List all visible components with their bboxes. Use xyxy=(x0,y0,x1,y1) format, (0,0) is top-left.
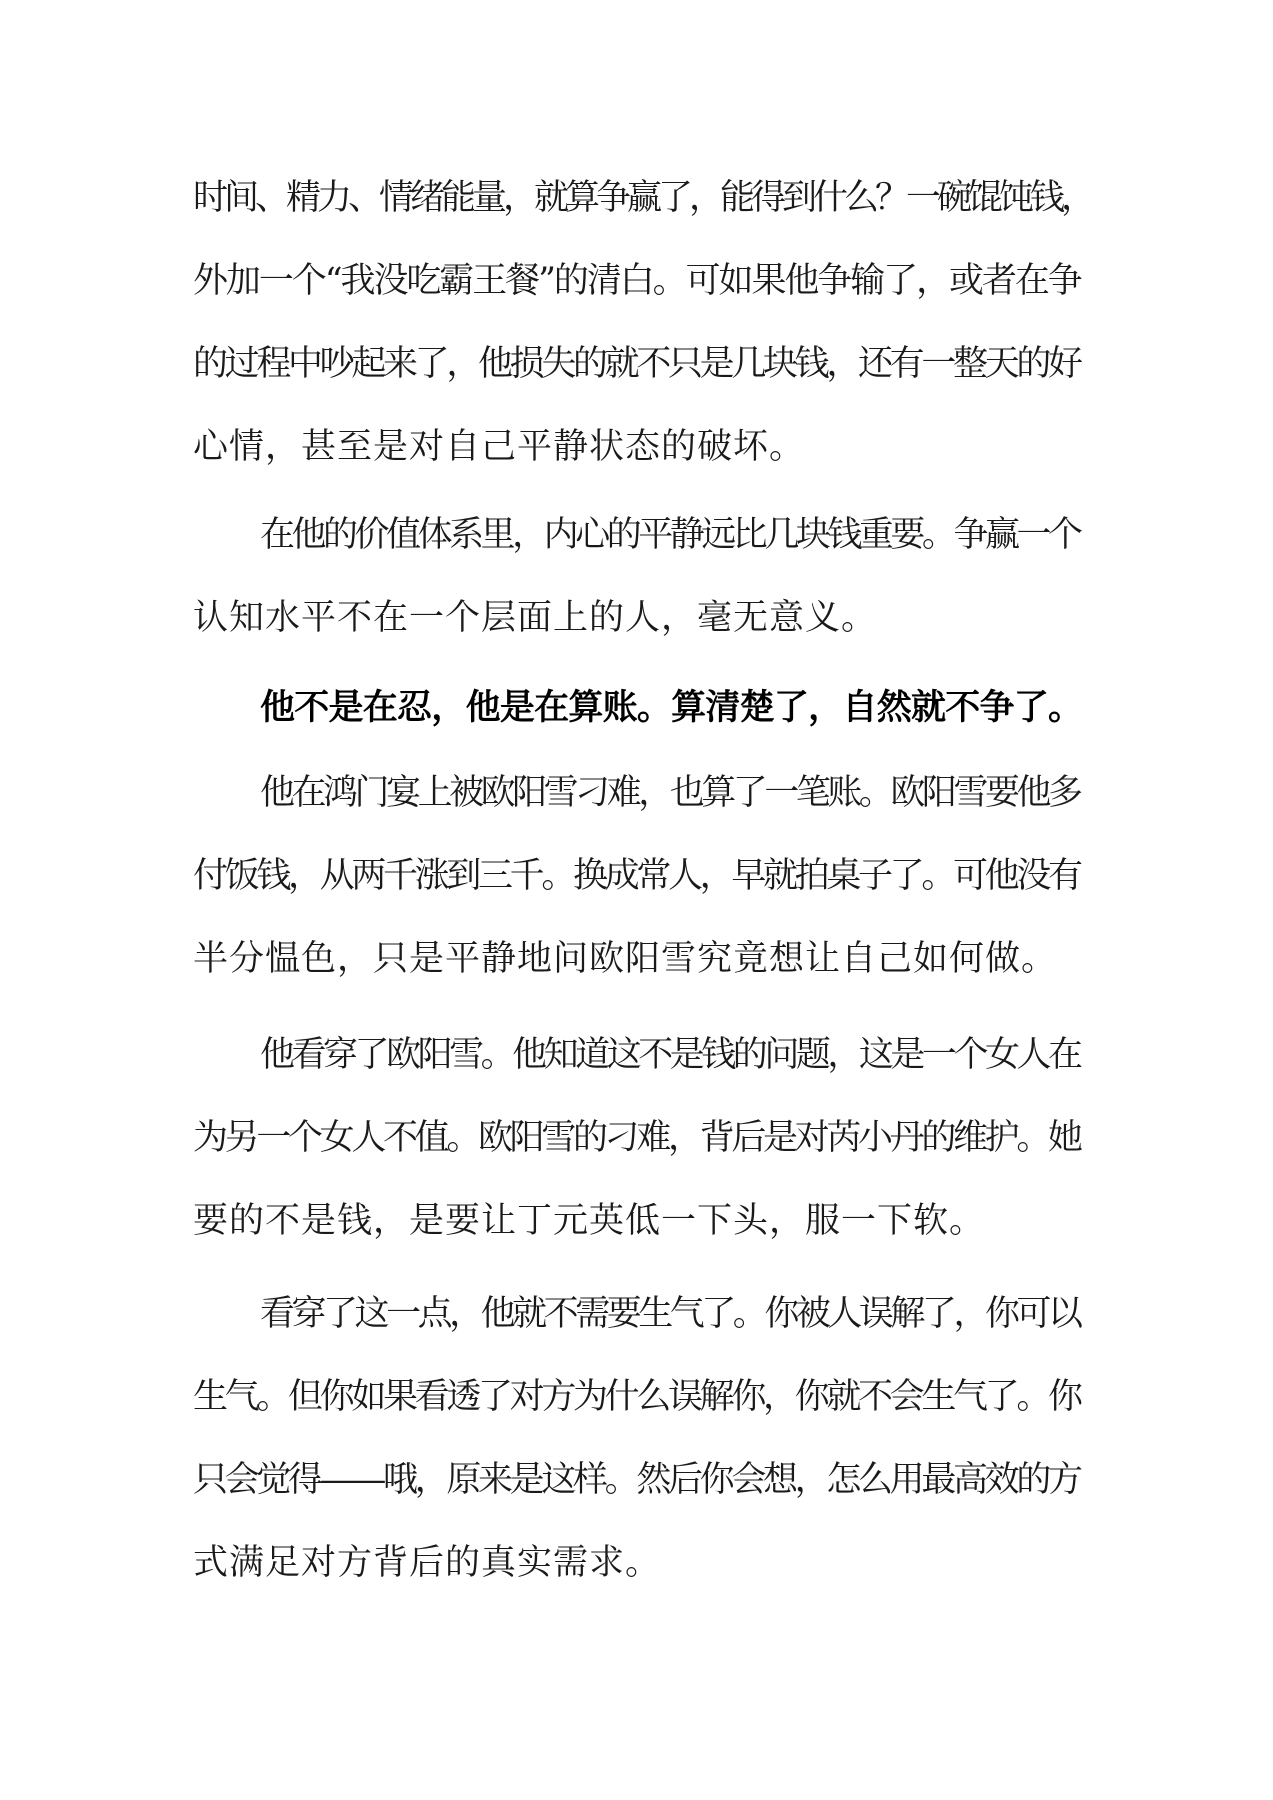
text-line-16: 只会觉得——哦，原来是这样。然后你会想，怎么用最高效的方 xyxy=(193,1460,1080,1500)
text-line-11: 他看穿了欧阳雪。他知道这不是钱的问题，这是一个女人在 xyxy=(260,1035,1080,1075)
text-line-9: 付饭钱，从两千涨到三千。换成常人，早就拍桌子了。可他没有 xyxy=(193,856,1080,896)
text-line-2: 外加一个“我没吃霸王餐”的清白。可如果他争输了，或者在争 xyxy=(193,261,1081,301)
text-line-14: 看穿了这一点，他就不需要生气了。你被人误解了，你可以 xyxy=(260,1294,1080,1334)
text-line-12: 为另一个女人不值。欧阳雪的刁难，背后是对芮小丹的维护。她 xyxy=(193,1118,1080,1158)
text-line-17: 式满足对方背后的真实需求。 xyxy=(193,1543,662,1583)
text-line-15: 生气。但你如果看透了对方为什么误解你，你就不会生气了。你 xyxy=(193,1377,1080,1417)
text-line-5: 在他的价值体系里，内心的平静远比几块钱重要。争赢一个 xyxy=(260,515,1080,555)
text-line-6: 认知水平不在一个层面上的人，毫无意义。 xyxy=(193,598,878,638)
text-line-10: 半分愠色，只是平静地问欧阳雪究竟想让自己如何做。 xyxy=(193,939,1058,979)
text-line-1: 时间、精力、情绪能量，就算争赢了，能得到什么？一碗馄饨钱， xyxy=(193,178,1093,218)
text-line-4: 心情，甚至是对自己平静状态的破坏。 xyxy=(193,427,806,467)
text-line-8: 他在鸿门宴上被欧阳雪刁难，也算了一笔账。欧阳雪要他多 xyxy=(260,773,1080,813)
text-line-3: 的过程中吵起来了，他损失的就不只是几块钱，还有一整天的好 xyxy=(193,344,1080,384)
text-line-13: 要的不是钱，是要让丁元英低一下头，服一下软。 xyxy=(193,1201,986,1241)
bold-heading-line: 他不是在忍，他是在算账。算清楚了，自然就不争了。 xyxy=(260,687,1083,728)
